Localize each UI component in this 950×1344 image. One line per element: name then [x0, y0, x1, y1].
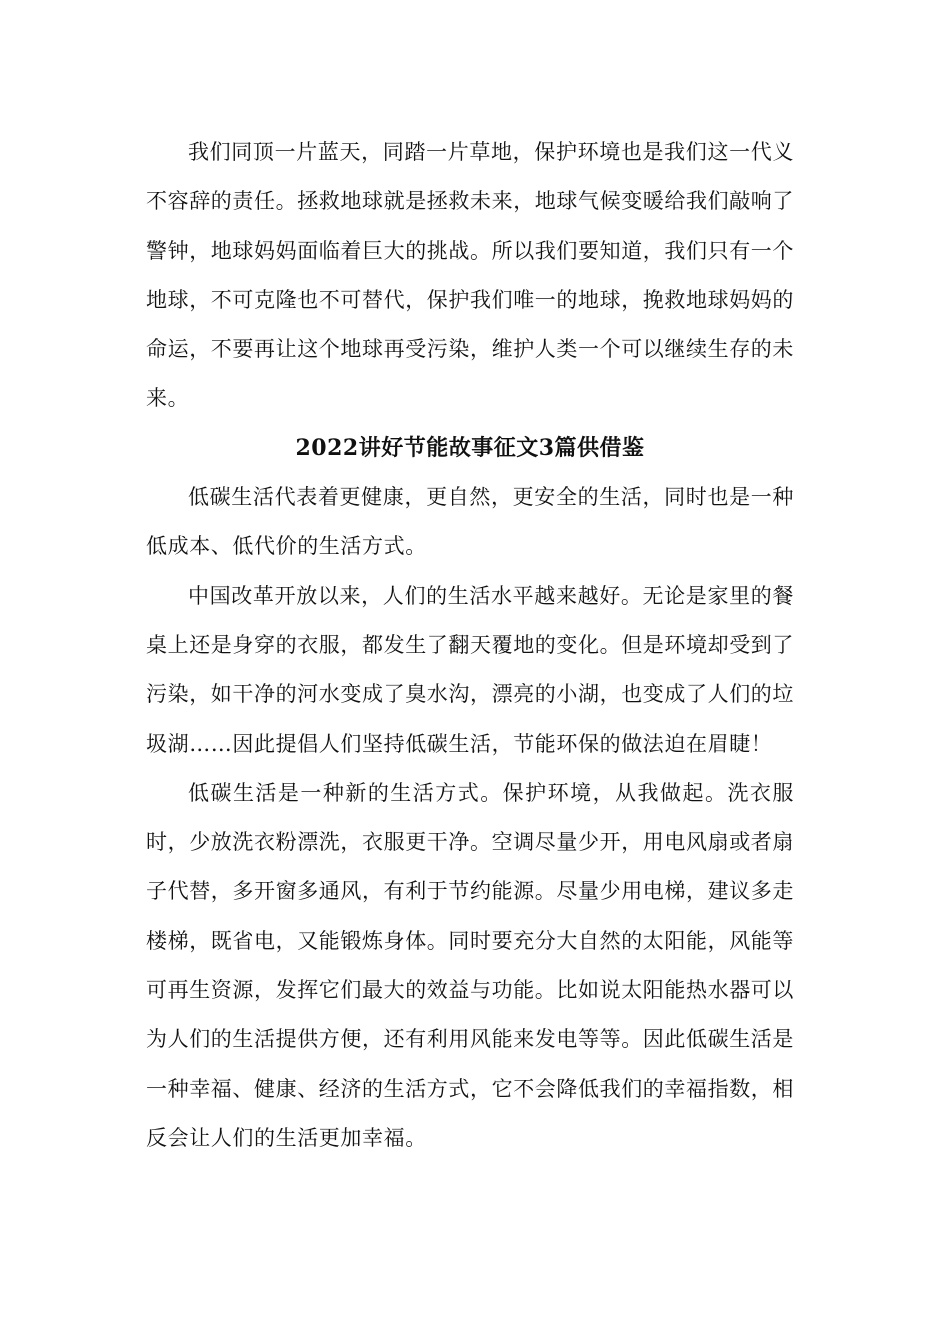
paragraph-3: 中国改革开放以来，人们的生活水平越来越好。无论是家里的餐桌上还是身穿的衣服，都发生了翻天覆地的变化。但是环境却受到了污染，如干净的河水变成了臭水沟，漂亮的小湖，也变成了人们的垃圾湖……因此提倡人们坚持低碳生活，节能环保的做法迫在眉睫！ [146, 583, 794, 756]
paragraph-4: 低碳生活是一种新的生活方式。保护环境，从我做起。洗衣服时，少放洗衣粉漂洗，衣服更干净。空调尽量少开，用电风扇或者扇子代替，多开窗多通风，有利于节约能源。尽量少用电梯，建议多走楼梯，既省电，又能锻炼身体。同时要充分大自然的太阳能，风能等可再生资源，发挥它们最大的效益与功能。比如说太阳能热水器可以为人们的生活提供方便，还有利用风能来发电等等。因此低碳生活是一种幸福、健康、经济的生活方式，它不会降低我们的幸福指数，相反会让人们的生活更加幸福。 [146, 780, 794, 1150]
paragraph-1: 我们同顶一片蓝天，同踏一片草地，保护环境也是我们这一代义不容辞的责任。拯救地球就是拯救未来，地球气候变暖给我们敲响了警钟，地球妈妈面临着巨大的挑战。所以我们要知道，我们只有一个地球，不可克隆也不可替代，保护我们唯一的地球，挽救地球妈妈的命运，不要再让这个地球再受污染，维护人类一个可以继续生存的未来。 [146, 140, 794, 411]
article-title: 2022讲好节能故事征文3篇供借鉴 [295, 434, 645, 461]
paragraph-2: 低碳生活代表着更健康，更自然，更安全的生活，同时也是一种低成本、低代价的生活方式。 [146, 485, 794, 559]
document-body [146, 128, 794, 1163]
